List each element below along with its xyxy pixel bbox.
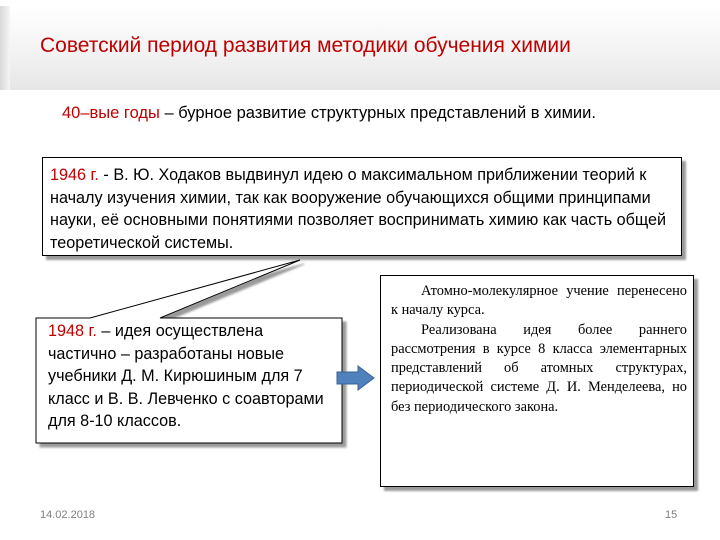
text-box-atomic-theory (380, 275, 694, 487)
page-number: 15 (665, 509, 678, 521)
box1-text: - В. Ю. Ходаков выдвинул идею о максимальном приближении теорий к началу изучения химии, так как вооружение обучающихся общими принципами науки, её основными понятиями позволяет воспринимать химию как часть общей теоретической системы. (50, 166, 667, 252)
callout-year: 1948 г. (48, 322, 97, 340)
subtitle-lead: 40–вые годы (62, 104, 160, 122)
callout-text (48, 320, 333, 433)
subtitle-text: – бурное развитие структурных представлений в химии. (159, 104, 596, 122)
callout-body: – идея осуществлена частично – разработаны новые учебники Д. М. Кирюшиным для 7 класс и В. В. Левченко с соавторами для 8-10 классов. (48, 322, 324, 430)
box2-paragraph-1: Атомно-молекулярное учение перенесено к началу курса. (391, 283, 687, 319)
slide-title: Советский период развития методики обучения химии (40, 34, 571, 57)
box1-year: 1946 г. (50, 166, 99, 184)
right-arrow-icon (336, 364, 376, 394)
footer-date: 14.02.2018 (40, 509, 96, 521)
box2-paragraph-2: Реализована идея более раннего рассмотрения в курсе 8 класса элементарных представлений об атомных структурах, периодической системе Д. И. Менделеева, но без периодического закона. (391, 321, 687, 415)
